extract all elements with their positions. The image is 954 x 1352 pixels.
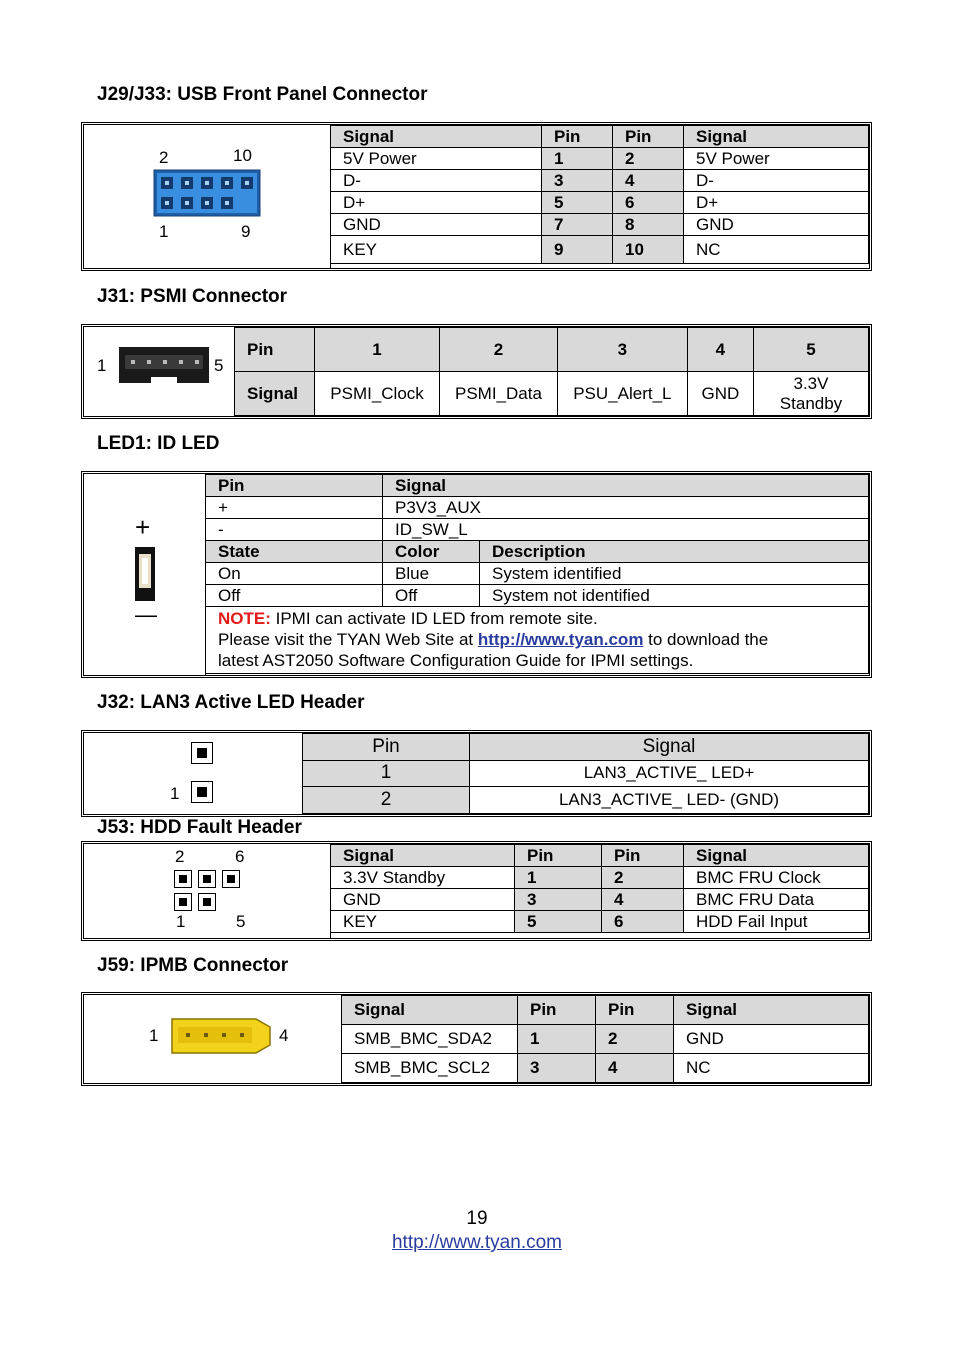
signal-cell: GND bbox=[331, 889, 515, 911]
signal-cell: SMB_BMC_SDA2 bbox=[342, 1025, 518, 1054]
ipmb-section-title: J59: IPMB Connector bbox=[97, 955, 289, 976]
ipmb-block bbox=[81, 992, 872, 1086]
tyan-website-link[interactable]: http://www.tyan.com bbox=[477, 630, 644, 649]
hdd-header-diagram bbox=[84, 844, 331, 938]
column-header: Pin bbox=[596, 996, 674, 1025]
color-cell: Off bbox=[383, 585, 480, 607]
column-header: Signal bbox=[331, 845, 515, 867]
signal-cell: BMC FRU Clock bbox=[684, 867, 869, 889]
note-text: latest AST2050 Software Configuration Guide for IPMI settings. bbox=[218, 651, 694, 670]
column-header: Signal bbox=[342, 996, 518, 1025]
pin-cell: 5 bbox=[515, 911, 602, 933]
pin-cell: 1 bbox=[315, 328, 440, 372]
lan3-header-diagram bbox=[84, 733, 303, 814]
signal-cell: PSMI_Data bbox=[439, 372, 557, 416]
psmi-connector-block bbox=[81, 324, 872, 419]
minus-symbol: — bbox=[135, 602, 157, 627]
column-header: Signal bbox=[684, 845, 869, 867]
led1-table bbox=[205, 474, 869, 674]
table-row bbox=[303, 760, 869, 787]
column-header: Pin bbox=[518, 996, 596, 1025]
pin-cell: + bbox=[206, 497, 383, 519]
column-header: Signal bbox=[331, 126, 542, 148]
table-row bbox=[331, 148, 869, 170]
signal-cell: D+ bbox=[684, 192, 869, 214]
pin-label: 1 bbox=[159, 222, 169, 241]
pin-cell: 3 bbox=[518, 1054, 596, 1083]
column-header: Pin bbox=[303, 734, 470, 761]
row-header: Pin bbox=[235, 328, 315, 372]
table-row bbox=[235, 372, 869, 416]
usb-header-diagram bbox=[84, 125, 331, 268]
column-header: Pin bbox=[206, 475, 383, 497]
table-row bbox=[303, 787, 869, 814]
pin-label: 1 bbox=[170, 784, 180, 803]
column-header: Signal bbox=[470, 734, 869, 761]
signal-cell: GND bbox=[684, 214, 869, 236]
psmi-pinout-table bbox=[234, 327, 869, 416]
pin-cell: 2 bbox=[602, 867, 684, 889]
table-row bbox=[331, 170, 869, 192]
pin-cell: 1 bbox=[303, 760, 470, 787]
column-header: State bbox=[206, 541, 383, 563]
hdd-block bbox=[81, 841, 872, 941]
note-text: Please visit the TYAN Web Site at bbox=[218, 630, 478, 649]
signal-cell: D- bbox=[684, 170, 869, 192]
table-header-row bbox=[331, 126, 869, 148]
pin-cell: 4 bbox=[687, 328, 753, 372]
pin-cell: 4 bbox=[613, 170, 684, 192]
led1-diagram bbox=[84, 474, 206, 675]
lan3-section-title: J32: LAN3 Active LED Header bbox=[97, 692, 365, 713]
pin-square-icon bbox=[198, 893, 216, 911]
led-icon bbox=[134, 546, 156, 602]
table-header-row bbox=[235, 328, 869, 372]
pin-label: 4 bbox=[279, 1026, 289, 1045]
psmi-header-diagram bbox=[84, 327, 235, 416]
signal-cell: GND bbox=[687, 372, 753, 416]
pin-cell: 2 bbox=[303, 787, 470, 814]
signal-cell: GND bbox=[674, 1025, 869, 1054]
pin-cell: 2 bbox=[613, 148, 684, 170]
column-header: Signal bbox=[684, 126, 869, 148]
led1-section-title: LED1: ID LED bbox=[97, 433, 220, 454]
pin-label: 1 bbox=[176, 912, 186, 931]
pin-cell: - bbox=[206, 519, 383, 541]
pin-cell: 6 bbox=[613, 192, 684, 214]
table-row bbox=[342, 1054, 869, 1083]
row-header: Signal bbox=[235, 372, 315, 416]
pin-label: 1 bbox=[149, 1026, 159, 1045]
table-row bbox=[331, 214, 869, 236]
column-header: Pin bbox=[542, 126, 613, 148]
state-cell: Off bbox=[206, 585, 383, 607]
table-row bbox=[331, 192, 869, 214]
description-cell: System not identified bbox=[480, 585, 869, 607]
pin-square-icon bbox=[191, 781, 213, 803]
table-header-row bbox=[331, 845, 869, 867]
pin-cell: 4 bbox=[596, 1054, 674, 1083]
usb-section-title: J29/J33: USB Front Panel Connector bbox=[97, 84, 428, 105]
signal-cell: P3V3_AUX bbox=[383, 497, 869, 519]
table-header-row bbox=[342, 996, 869, 1025]
pin-cell: 5 bbox=[542, 192, 613, 214]
pin-cell: 7 bbox=[542, 214, 613, 236]
column-header: Pin bbox=[515, 845, 602, 867]
table-row bbox=[331, 889, 869, 911]
hdd-section-title: J53: HDD Fault Header bbox=[97, 817, 302, 838]
table-row bbox=[331, 911, 869, 933]
plus-symbol: + bbox=[135, 512, 151, 542]
led1-block bbox=[81, 471, 872, 678]
table-row bbox=[331, 236, 869, 264]
ipmb-connector-icon bbox=[170, 1015, 272, 1057]
table-row bbox=[206, 585, 869, 607]
column-header: Pin bbox=[613, 126, 684, 148]
psmi-section-title: J31: PSMI Connector bbox=[97, 286, 288, 307]
table-row bbox=[206, 563, 869, 585]
lan3-pinout-table bbox=[302, 733, 869, 814]
pin-label: 2 bbox=[159, 148, 169, 167]
color-cell: Blue bbox=[383, 563, 480, 585]
pin-cell: 3 bbox=[542, 170, 613, 192]
pin-cell: 1 bbox=[515, 867, 602, 889]
column-header: Signal bbox=[383, 475, 869, 497]
table-row bbox=[206, 497, 869, 519]
signal-cell: LAN3_ACTIVE_ LED+ bbox=[470, 760, 869, 787]
column-header: Signal bbox=[674, 996, 869, 1025]
pin-cell: 5 bbox=[754, 328, 869, 372]
pin-label: 10 bbox=[233, 146, 252, 165]
usb-header-icon bbox=[153, 169, 261, 217]
table-row bbox=[206, 519, 869, 541]
signal-cell: KEY bbox=[331, 236, 542, 264]
pin-square-icon bbox=[191, 742, 213, 764]
table-row bbox=[342, 1025, 869, 1054]
pin-cell: 1 bbox=[518, 1025, 596, 1054]
table-row bbox=[331, 867, 869, 889]
ipmb-connector-diagram bbox=[84, 995, 342, 1083]
pin-label: 6 bbox=[235, 847, 245, 866]
pin-cell: 3 bbox=[515, 889, 602, 911]
pin-cell: 1 bbox=[542, 148, 613, 170]
pin-cell: 2 bbox=[596, 1025, 674, 1054]
note-label: NOTE: bbox=[218, 609, 271, 628]
table-header-row bbox=[303, 734, 869, 761]
signal-cell: GND bbox=[331, 214, 542, 236]
signal-cell: D+ bbox=[331, 192, 542, 214]
ipmb-pinout-table bbox=[341, 995, 869, 1083]
note-cell bbox=[206, 607, 869, 674]
pin-label: 5 bbox=[236, 912, 246, 931]
column-header: Description bbox=[480, 541, 869, 563]
signal-cell: D- bbox=[331, 170, 542, 192]
column-header: Color bbox=[383, 541, 480, 563]
hdd-pinout-table bbox=[330, 844, 869, 933]
signal-cell: NC bbox=[674, 1054, 869, 1083]
pin-cell: 10 bbox=[613, 236, 684, 264]
signal-cell: PSU_Alert_L bbox=[557, 372, 687, 416]
table-header-row bbox=[206, 541, 869, 563]
pin-cell: 3 bbox=[557, 328, 687, 372]
page-number: 19 bbox=[466, 1208, 488, 1229]
signal-cell: HDD Fail Input bbox=[684, 911, 869, 933]
description-cell: System identified bbox=[480, 563, 869, 585]
pin-label: 5 bbox=[214, 356, 224, 375]
signal-cell: ID_SW_L bbox=[383, 519, 869, 541]
pin-label: 2 bbox=[175, 847, 185, 866]
lan3-block bbox=[81, 730, 872, 817]
footer-website-link[interactable]: http://www.tyan.com bbox=[391, 1232, 562, 1253]
pin-label: 9 bbox=[241, 222, 251, 241]
signal-cell: LAN3_ACTIVE_ LED- (GND) bbox=[470, 787, 869, 814]
psmi-connector-icon bbox=[117, 345, 211, 385]
note-text: IPMI can activate ID LED from remote site. bbox=[270, 609, 598, 628]
signal-cell: 5V Power bbox=[331, 148, 542, 170]
signal-cell: 3.3V Standby bbox=[331, 867, 515, 889]
pin-cell: 9 bbox=[542, 236, 613, 264]
pin-cell: 8 bbox=[613, 214, 684, 236]
state-cell: On bbox=[206, 563, 383, 585]
signal-cell: SMB_BMC_SCL2 bbox=[342, 1054, 518, 1083]
pin-cell: 6 bbox=[602, 911, 684, 933]
signal-cell: NC bbox=[684, 236, 869, 264]
signal-cell: KEY bbox=[331, 911, 515, 933]
table-header-row bbox=[206, 475, 869, 497]
signal-cell: 5V Power bbox=[684, 148, 869, 170]
pin-square-icon bbox=[222, 870, 240, 888]
pin-label: 1 bbox=[97, 356, 107, 375]
column-header: Pin bbox=[602, 845, 684, 867]
usb-connector-block bbox=[81, 122, 872, 271]
pin-square-icon bbox=[174, 870, 192, 888]
pin-square-icon bbox=[174, 893, 192, 911]
pin-cell: 2 bbox=[439, 328, 557, 372]
signal-cell: 3.3V Standby bbox=[754, 372, 869, 416]
usb-pinout-table bbox=[330, 125, 869, 264]
pin-square-icon bbox=[198, 870, 216, 888]
pin-cell: 4 bbox=[602, 889, 684, 911]
note-text: to download the bbox=[643, 630, 769, 649]
note-row bbox=[206, 607, 869, 674]
signal-cell: PSMI_Clock bbox=[315, 372, 440, 416]
signal-cell: BMC FRU Data bbox=[684, 889, 869, 911]
